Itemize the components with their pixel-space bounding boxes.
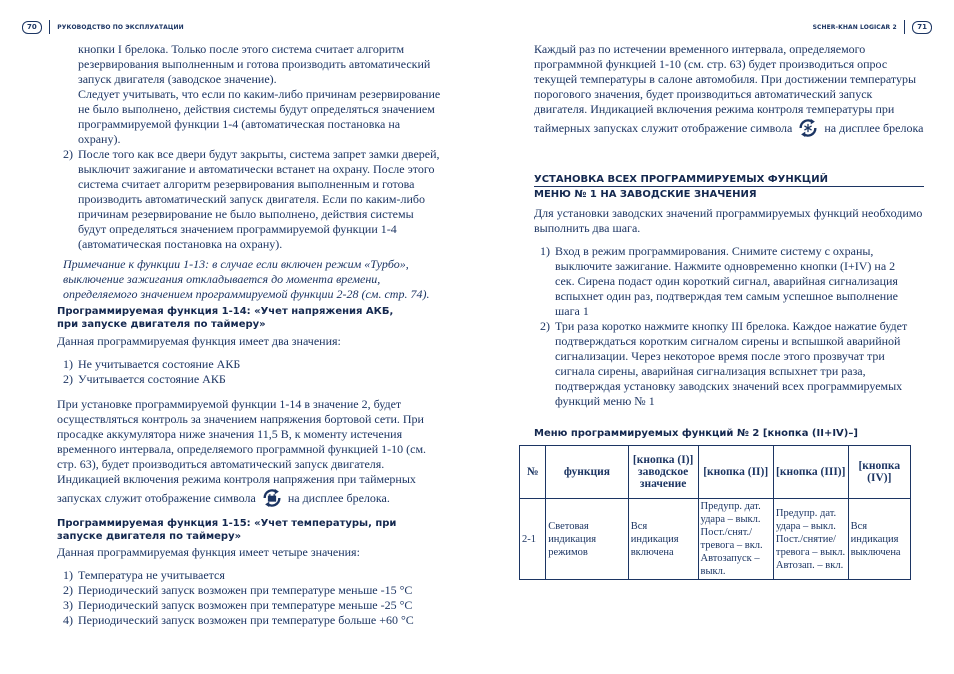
options-list — [63, 357, 447, 387]
intro-line: не было выполнено, действия системы будут определяться значением — [78, 102, 435, 116]
right-page — [477, 0, 954, 674]
list-number: 2) — [63, 583, 73, 597]
body-text — [534, 42, 924, 139]
intro-text — [63, 42, 443, 302]
list-number: 2) — [63, 147, 73, 161]
intro-line: Следует учитывать, что если по каким-либо причинам резервирование — [78, 87, 441, 101]
intro-line: запуск двигателя (заводское значение). — [78, 72, 277, 86]
section-heading-1-14 — [57, 305, 457, 331]
intro-line: кнопки I брелока. Только после этого система считает алгоритм — [78, 42, 405, 56]
list-text: Не учитывается состояние АКБ — [78, 357, 241, 371]
list-text: Температура не учитывается — [78, 568, 225, 582]
list-item — [63, 598, 457, 613]
intro-line: резервирования выполненным и готова производить автоматический — [78, 57, 431, 71]
list-item — [540, 244, 912, 319]
table-cell: Световая индикация режимов — [546, 499, 629, 580]
list-item — [63, 147, 443, 252]
menu2-heading: Меню программируемых функций № 2 [кнопка (II+IV)–] — [534, 428, 858, 439]
step-list — [63, 147, 443, 252]
body-text — [57, 397, 447, 509]
heading-rule — [534, 186, 924, 187]
lead-text: Для установки заводских значений программируемых функций необходимо выполнить два шага. — [534, 206, 923, 235]
list-text: Три раза коротко нажмите кнопку III брелока. Каждое нажатие будет подтверждаться коротким сигналом сирены и вспышкой аварийной сигнализации. Через некоторое время после этого прозвучат три сигнала сирены, аварийная сигнализация вспыхнет три раза, подтверждая установку заводских значений всех программируемых функций меню № 1 — [555, 319, 908, 408]
list-item — [63, 568, 457, 583]
heading-line: МЕНЮ № 1 НА ЗАВОДСКИЕ ЗНАЧЕНИЯ — [534, 189, 757, 200]
heading-line: Программируемая функция 1-15: «Учет температуры, при — [57, 518, 397, 529]
factory-reset-body — [534, 206, 929, 409]
header-title: РУКОВОДСТВО ПО ЭКСПЛУАТАЦИИ — [57, 23, 184, 31]
list-number: 2) — [540, 319, 550, 333]
list-item — [540, 319, 912, 409]
header-cell: № — [520, 446, 546, 499]
header-cell: [кнопка (I)] заводское значение — [628, 446, 698, 499]
header-cell: [кнопка (III)] — [773, 446, 848, 499]
table-cell: Предупр. дат. удара – выкл. Пост./снят./ тревога – вкл. Автозапуск – выкл. — [698, 499, 773, 580]
battery-timer-icon — [261, 487, 283, 509]
note-text: Примечание к функции 1-13: в случае если включен режим «Турбо», выключение зажигания откладывается до момента времени, определяемого значением программируемой функции 2-28 (см. стр. 74). — [63, 257, 430, 301]
list-number: 1) — [63, 568, 73, 582]
body-tail: на дисплее брелока. — [287, 491, 390, 505]
list-number: 1) — [63, 357, 73, 371]
header-title: SCHER-KHAN LOGICAR 2 — [812, 23, 897, 31]
list-text: Учитывается состояние АКБ — [78, 372, 226, 386]
list-item — [63, 613, 457, 628]
section-1-14-body — [57, 334, 447, 509]
body-main: Каждый раз по истечении временного интервала, определяемого программной функцией 1-10 (см. стр. 63) будет производиться опрос текущей температуры в салоне автомобиля. При достижении температуры порогового значения, будет производиться автоматический запуск двигателя. Индикацией включения режима контроля температуры при таймерных запусках служит отображение символа — [534, 42, 917, 135]
section-heading-1-15 — [57, 517, 457, 543]
header-cell: [кнопка (IV)] — [848, 446, 910, 499]
list-number: 2) — [63, 372, 73, 386]
options-list — [63, 568, 457, 628]
section-1-15-body — [57, 545, 457, 628]
steps-list — [540, 244, 912, 409]
list-number: 1) — [540, 244, 550, 258]
list-text: Вход в режим программирования. Снимите систему с охраны, выключите зажигание. Нажмите одновременно кнопки (I+IV) на 2 сек. Сирена подаст один короткий сигнал, аварийная сигнализация вспыхнет один раз, подтверждая тем самым успешное выполнение шага 1 — [555, 244, 898, 318]
page-number: 70 — [22, 21, 42, 34]
list-text: Периодический запуск возможен при температуре меньше -25 °C — [78, 598, 413, 612]
intro-line: программируемой функции 1-4 (автоматическая постановка на охрану). — [78, 117, 401, 146]
temperature-body — [534, 42, 924, 139]
lead-text: Данная программируемая функция имеет четыре значения: — [57, 545, 360, 559]
body-main: При установке программируемой функции 1-14 в значение 2, будет осуществляться контроль за значением напряжения бортовой сети. При просадке аккумулятора ниже значения 11,5 В, к моменту истечения временного интервала, определяемого программной функцией 1-10 (см. стр. 63), будет производиться автоматический запуск двигателя. Индикацией включения режима контроля напряжения при таймерных запусках служит отображение символа — [57, 397, 427, 505]
lead-text: Данная программируемая функция имеет два значения: — [57, 334, 341, 348]
header-cell: [кнопка (II)] — [698, 446, 773, 499]
table-cell: 2-1 — [520, 499, 546, 580]
heading-line: Программируемая функция 1-14: «Учет напряжения АКБ, — [57, 306, 394, 317]
table-header-row — [520, 446, 911, 499]
table-cell: Вся индикация выключена — [848, 499, 910, 580]
page-header — [22, 20, 184, 34]
table-row — [520, 499, 911, 580]
function-table — [519, 445, 911, 580]
list-item — [63, 583, 457, 598]
header-divider — [49, 20, 51, 34]
heading-line: УСТАНОВКА ВСЕХ ПРОГРАММИРУЕМЫХ ФУНКЦИЙ — [534, 174, 828, 185]
header-divider — [904, 20, 906, 34]
heading-line: при запуске двигателя по таймеру» — [57, 319, 266, 330]
list-item — [63, 372, 447, 387]
list-item — [63, 357, 447, 372]
heading-line: запуске двигателя по таймеру» — [57, 531, 242, 542]
header-cell: функция — [546, 446, 629, 499]
table-cell: Вся индикация включена — [628, 499, 698, 580]
section-heading-factory-reset — [534, 173, 914, 201]
list-text: После того как все двери будут закрыты, система запрет замки дверей, выключит зажигание и автоматически встанет на охрану. После этого система считает алгоритм резервирования выполненным и готова производить автоматический запуск двигателя. Если по каким-либо причинам резервирование не было выполнено, действия системы будут определяться значением программируемой функции 1-4 (автоматическая постановка на охрану). — [78, 147, 440, 251]
table-cell: Предупр. дат. удара – выкл. Пост./снятие/ тревога – выкл. Автозап. – вкл. — [773, 499, 848, 580]
list-number: 3) — [63, 598, 73, 612]
list-text: Периодический запуск возможен при температуре меньше -15 °C — [78, 583, 413, 597]
body-tail: на дисплее брелока — [824, 121, 924, 135]
list-number: 4) — [63, 613, 73, 627]
page-header — [813, 20, 932, 34]
list-text: Периодический запуск возможен при температуре больше +60 °C — [78, 613, 414, 627]
snowflake-timer-icon — [797, 117, 819, 139]
page-number: 71 — [912, 21, 932, 34]
